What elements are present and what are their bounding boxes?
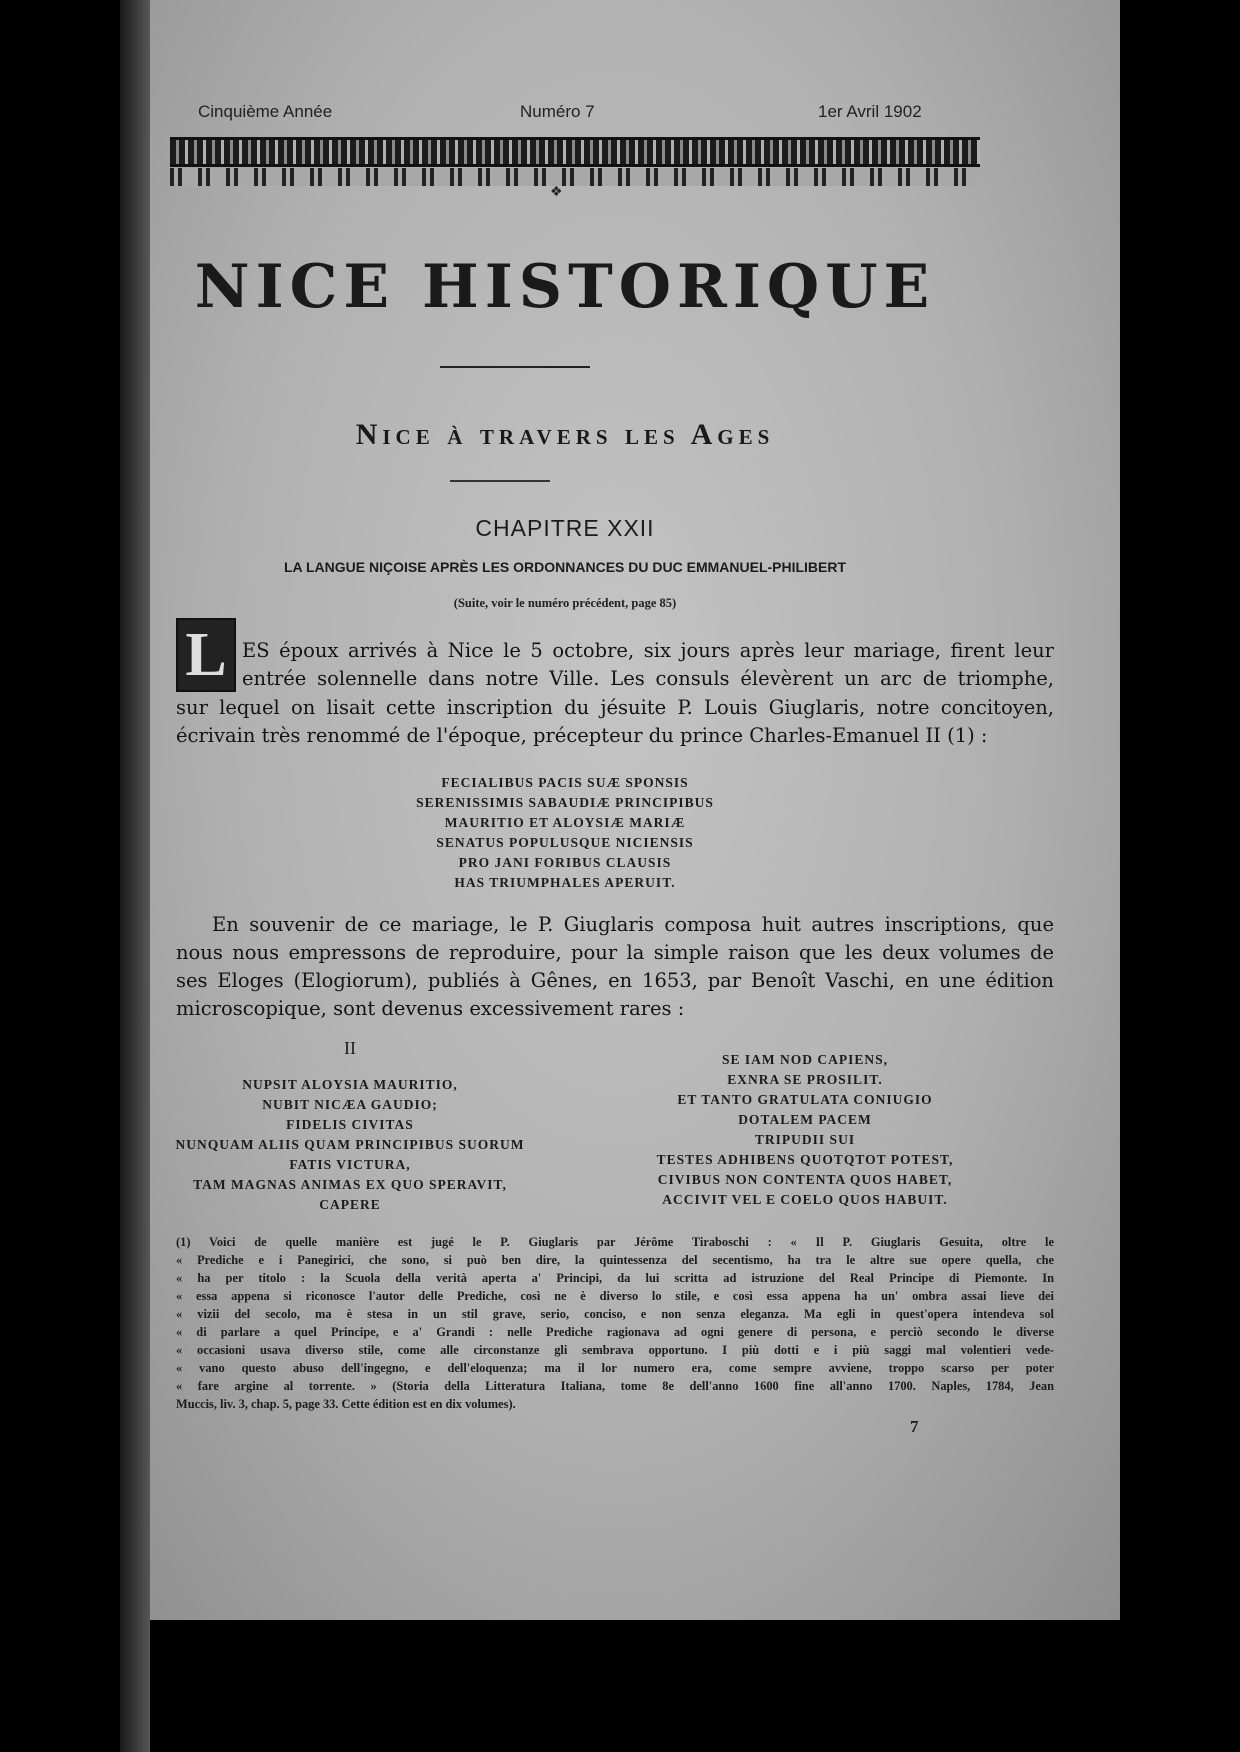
inscription-line: HAS TRIUMPHALES APERUIT. [454, 875, 676, 890]
ornamental-border-bottom [170, 168, 980, 186]
scan-background [150, 1620, 1120, 1752]
divider-ornament-small [450, 480, 550, 482]
drop-cap: L [176, 618, 236, 692]
paragraph-line: En souvenir de ce mariage, le P. Giuglaris composa huit autres inscriptions, que [212, 913, 1054, 936]
inscription-left-line: NUNQUAM ALIIS QUAM PRINCIPIBUS SUORUM [175, 1137, 525, 1152]
inscription-right-line: ACCIVIT VEL E COELO QUOS HABUIT. [662, 1192, 948, 1207]
paragraph-line: microscopique, sont devenus excessivement rares : [176, 997, 685, 1020]
header-date: 1er Avril 1902 [818, 102, 922, 121]
inscription-right-line: ET TANTO GRATULATA CONIUGIO [677, 1092, 933, 1107]
footnote-line: « vano questo abuso dell'ingegno, e dell'eloquenza; ma il lor numero era, come sempre avviene, troppo scarso per poter [176, 1361, 1054, 1375]
inscription-right-line: DOTALEM PACEM [738, 1112, 872, 1127]
inscription-line: SERENISSIMIS SABAUDIÆ PRINCIPIBUS [416, 795, 714, 810]
chapter-heading: CHAPITRE XXII [475, 515, 655, 541]
paragraph-line: nous nous empressons de reproduire, pour la simple raison que les deux volumes de [176, 941, 1054, 964]
footnote-line: « di parlare a quel Principe, e a' Grandi : nelle Prediche ragionava ad ogni genere di persona, e perciò secondo le diverse [176, 1325, 1054, 1339]
footnote-line: Muccis, liv. 3, chap. 5, page 33. Cette édition est en dix volumes). [176, 1397, 516, 1411]
ornamental-border-top [170, 137, 980, 167]
inscription-left-line: NUBIT NICÆA GAUDIO; [262, 1097, 438, 1112]
inscription-right-line: CIVIBUS NON CONTENTA QUOS HABET, [657, 1172, 953, 1187]
journal-title: NICE HISTORIQUE [194, 252, 936, 322]
inscription-left-line: FATIS VICTURA, [289, 1157, 411, 1172]
header-year: Cinquième Année [198, 102, 333, 121]
inscription-number: II [344, 1038, 356, 1058]
page-sheet [150, 0, 1120, 1620]
footnote-line: (1) Voici de quelle manière est jugé le P. Giuglaris par Jérôme Tiraboschi : « Il P. Giuglaris Gesuita, oltre le [176, 1235, 1054, 1249]
continuation-note: (Suite, voir le numéro précédent, page 85) [453, 596, 677, 610]
paragraph-line: entrée solennelle dans notre Ville. Les consuls élevèrent un arc de triomphe, [242, 667, 1054, 690]
inscription-right-line: SE IAM NOD CAPIENS, [721, 1052, 889, 1067]
footnote-line: « occasioni usava diverso stile, come alle circonstanze gli sembrava opportuno. I più dotti e i più saggi mal volentieri vede- [176, 1343, 1054, 1357]
inscription-left-line: CAPERE [319, 1197, 381, 1212]
section-title: Nice à travers les Ages [355, 418, 775, 451]
paragraph-line: ses Eloges (Elogiorum), publiés à Gênes, en 1653, par Benoît Vaschi, en une édition [176, 969, 1054, 992]
inscription-right-line: TESTES ADHIBENS QUOTQTOT POTEST, [656, 1152, 954, 1167]
page-number: 7 [910, 1417, 919, 1436]
inscription-left-line: FIDELIS CIVITAS [286, 1117, 414, 1132]
chapter-subtitle: LA LANGUE NIÇOISE APRÈS LES ORDONNANCES DU DUC EMMANUEL-PHILIBERT [283, 559, 847, 575]
divider-ornament [440, 366, 590, 368]
paragraph-line: écrivain très renommé de l'époque, précepteur du prince Charles-Emanuel II (1) : [176, 724, 988, 747]
inscription-left-line: NUPSIT ALOYSIA MAURITIO, [242, 1077, 458, 1092]
inscription-right-line: TRIPUDII SUI [754, 1132, 856, 1147]
paragraph-line: sur lequel on lisait cette inscription du jésuite P. Louis Giuglaris, notre concitoyen, [176, 696, 1054, 719]
inscription-line: FECIALIBUS PACIS SUÆ SPONSIS [441, 775, 689, 790]
inscription-right-line: EXNRA SE PROSILIT. [727, 1072, 883, 1087]
inscription-line: SENATUS POPULUSQUE NICIENSIS [436, 835, 694, 850]
inscription-line: MAURITIO ET ALOYSIÆ MARIÆ [444, 815, 686, 830]
footnote-line: « Prediche e i Panegirici, che sono, si può ben dire, la quintessenza del secentismo, ha tra le altre sue opere quella, che [176, 1253, 1054, 1267]
footnote-line: « ha per titolo : la Scuola della verità aperta a' Principi, da lui scritta ad istruzione del Real Principe di Piemonte. In [176, 1271, 1054, 1285]
footnote-line: « vizii del secolo, ma è stesa in un stil grave, serio, conciso, e non senza eleganza. Ma egli in quest'opera intendeva sol [176, 1307, 1054, 1321]
header-issue: Numéro 7 [520, 102, 595, 121]
footnote-line: « fare argine al torrente. » (Storia della Litteratura Italiana, tome 8e dell'anno 1600 fine all'anno 1700. Naples, 1784, Jean [176, 1379, 1054, 1393]
inscription-left-line: TAM MAGNAS ANIMAS EX QUO SPERAVIT, [193, 1177, 507, 1192]
fleuron-icon: ❖ [550, 185, 563, 200]
paragraph-line: ES époux arrivés à Nice le 5 octobre, six jours après leur mariage, firent leur [242, 639, 1054, 662]
inscription-line: PRO JANI FORIBUS CLAUSIS [458, 855, 672, 870]
footnote-line: « essa appena si riconosce l'autor delle Prediche, così ne è diverso lo stile, e così essa appena ha un' ombra assai lieve dei [176, 1289, 1054, 1303]
